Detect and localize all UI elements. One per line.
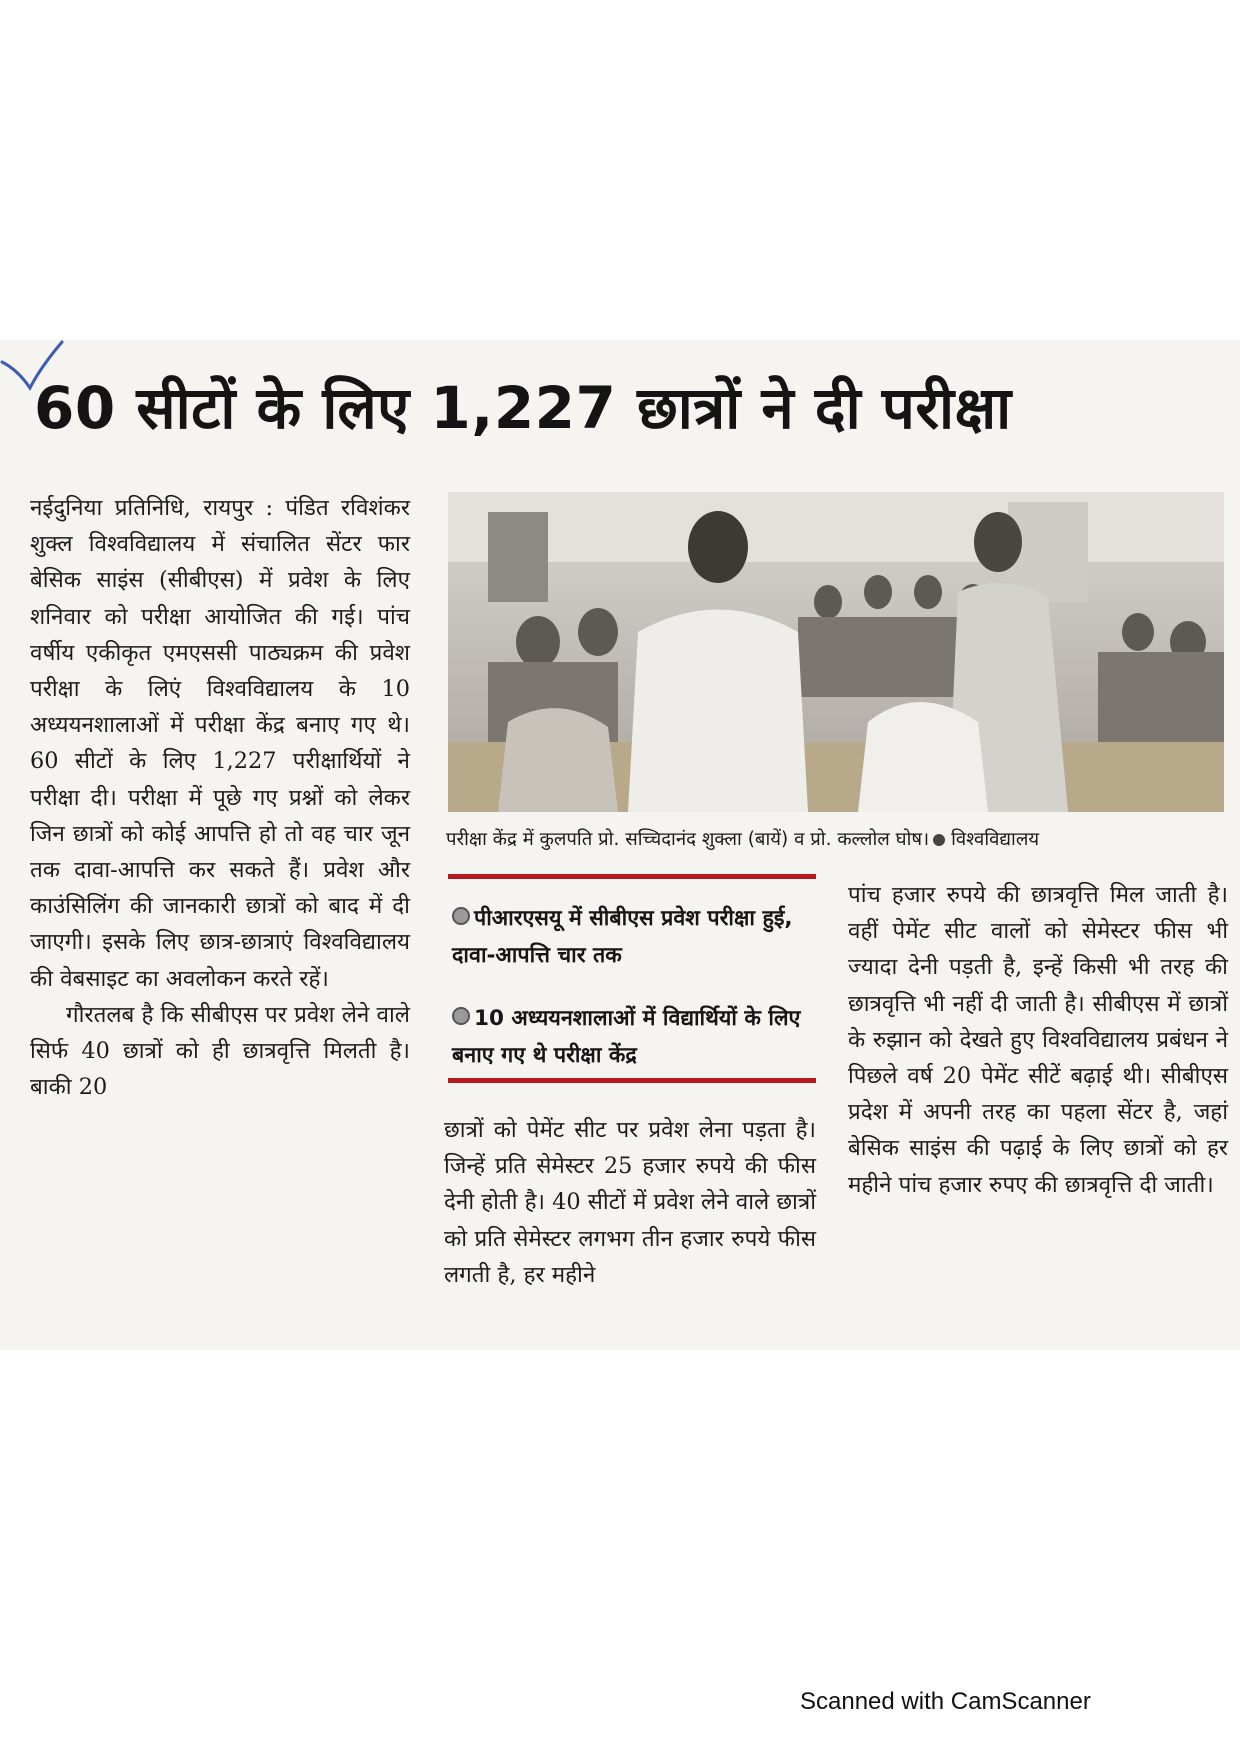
highlight-1-text: पीआरएसयू में सीबीएस प्रवेश परीक्षा हुई, दावा-आपत्ति चार तक bbox=[452, 906, 793, 968]
article-paragraph-2: गौरतलब है कि सीबीएस पर प्रवेश लेने वाले सिर्फ 40 छात्रों को ही छात्रवृत्ति मिलती है। बाकी 20 bbox=[30, 1001, 410, 1101]
highlight-2-text: 10 अध्ययनशालाओं में विद्यार्थियों के लिए बनाए गए थे परीक्षा केंद्र bbox=[452, 1006, 801, 1068]
photo-credit: विश्वविद्यालय bbox=[951, 829, 1040, 850]
photo-caption-text: परीक्षा केंद्र में कुलपति प्रो. सच्चिदानंद शुक्ला (बायें) व प्रो. कल्लोल घोष। bbox=[446, 829, 930, 850]
headline: 60 सीटों के लिए 1,227 छात्रों ने दी परीक्षा bbox=[34, 374, 1012, 442]
article-column-middle bbox=[444, 1112, 816, 1293]
article-paragraph-4: पांच हजार रुपये की छात्रवृत्ति मिल जाती है। वहीं पेमेंट सीट वालों को सेमेस्टर फीस भी ज्यादा देनी पड़ती है, इन्हें किसी भी तरह की छात्रवृत्ति भी नहीं दी जाती है। सीबीएस में छात्रों के रुझान को देखते हुए विश्वविद्यालय प्रबंधन ने पिछले वर्ष 20 पेमेंट सीटें बढ़ाई थी। सीबीएस प्रदेश में अपनी तरह का पहला सेंटर है, जहां बेसिक साइंस की पढ़ाई के लिए छात्रों को हर महीने पांच हजार रुपए की छात्रवृत्ति दी जाती। bbox=[848, 882, 1228, 1198]
divider-top bbox=[448, 874, 816, 879]
bullet-dot-icon bbox=[452, 1007, 470, 1025]
news-photo bbox=[448, 492, 1224, 812]
highlight-2 bbox=[452, 1000, 816, 1074]
dot-icon bbox=[933, 834, 945, 846]
article-column-left bbox=[30, 490, 410, 1105]
scanner-watermark: Scanned with CamScanner bbox=[800, 1688, 1091, 1715]
divider-bottom bbox=[448, 1078, 816, 1083]
article-paragraph-1: नईदुनिया प्रतिनिधि, रायपुर : पंडित रविशंकर शुक्ल विश्वविद्यालय में संचालित सेंटर फार बेसिक साइंस (सीबीएस) में प्रवेश के लिए शनिवार को परीक्षा आयोजित की गई। पांच वर्षीय एकीकृत एमएससी पाठ्यक्रम की प्रवेश परीक्षा के लिएं विश्वविद्यालय के 10 अध्ययनशालाओं में परीक्षा केंद्र बनाए गए थे। 60 सीटों के लिए 1,227 परीक्षार्थियों ने परीक्षा दी। परीक्षा में पूछे गए प्रश्नों को लेकर जिन छात्रों को कोई आपत्ति हो तो वह चार जून तक दावा-आपत्ति कर सकते हैं। प्रवेश और काउंसिलिंग की जानकारी छात्रों को बाद में दी जाएगी। इसके लिए छात्र-छात्राएं विश्वविद्यालय की वेबसाइट का अवलोकन करते रहें। bbox=[30, 495, 410, 992]
article-paragraph-3: छात्रों को पेमेंट सीट पर प्रवेश लेना पड़ता है। जिन्हें प्रति सेमेस्टर 25 हजार रुपये की फीस देनी होती है। 40 सीटों में प्रवेश लेने वाले छात्रों को प्रति सेमेस्टर लगभग तीन हजार रुपये फीस लगती है, हर महीने bbox=[444, 1117, 816, 1288]
photo-caption bbox=[446, 826, 1226, 854]
highlight-1 bbox=[452, 900, 816, 974]
bullet-dot-icon bbox=[452, 907, 470, 925]
article-column-right bbox=[848, 877, 1228, 1203]
